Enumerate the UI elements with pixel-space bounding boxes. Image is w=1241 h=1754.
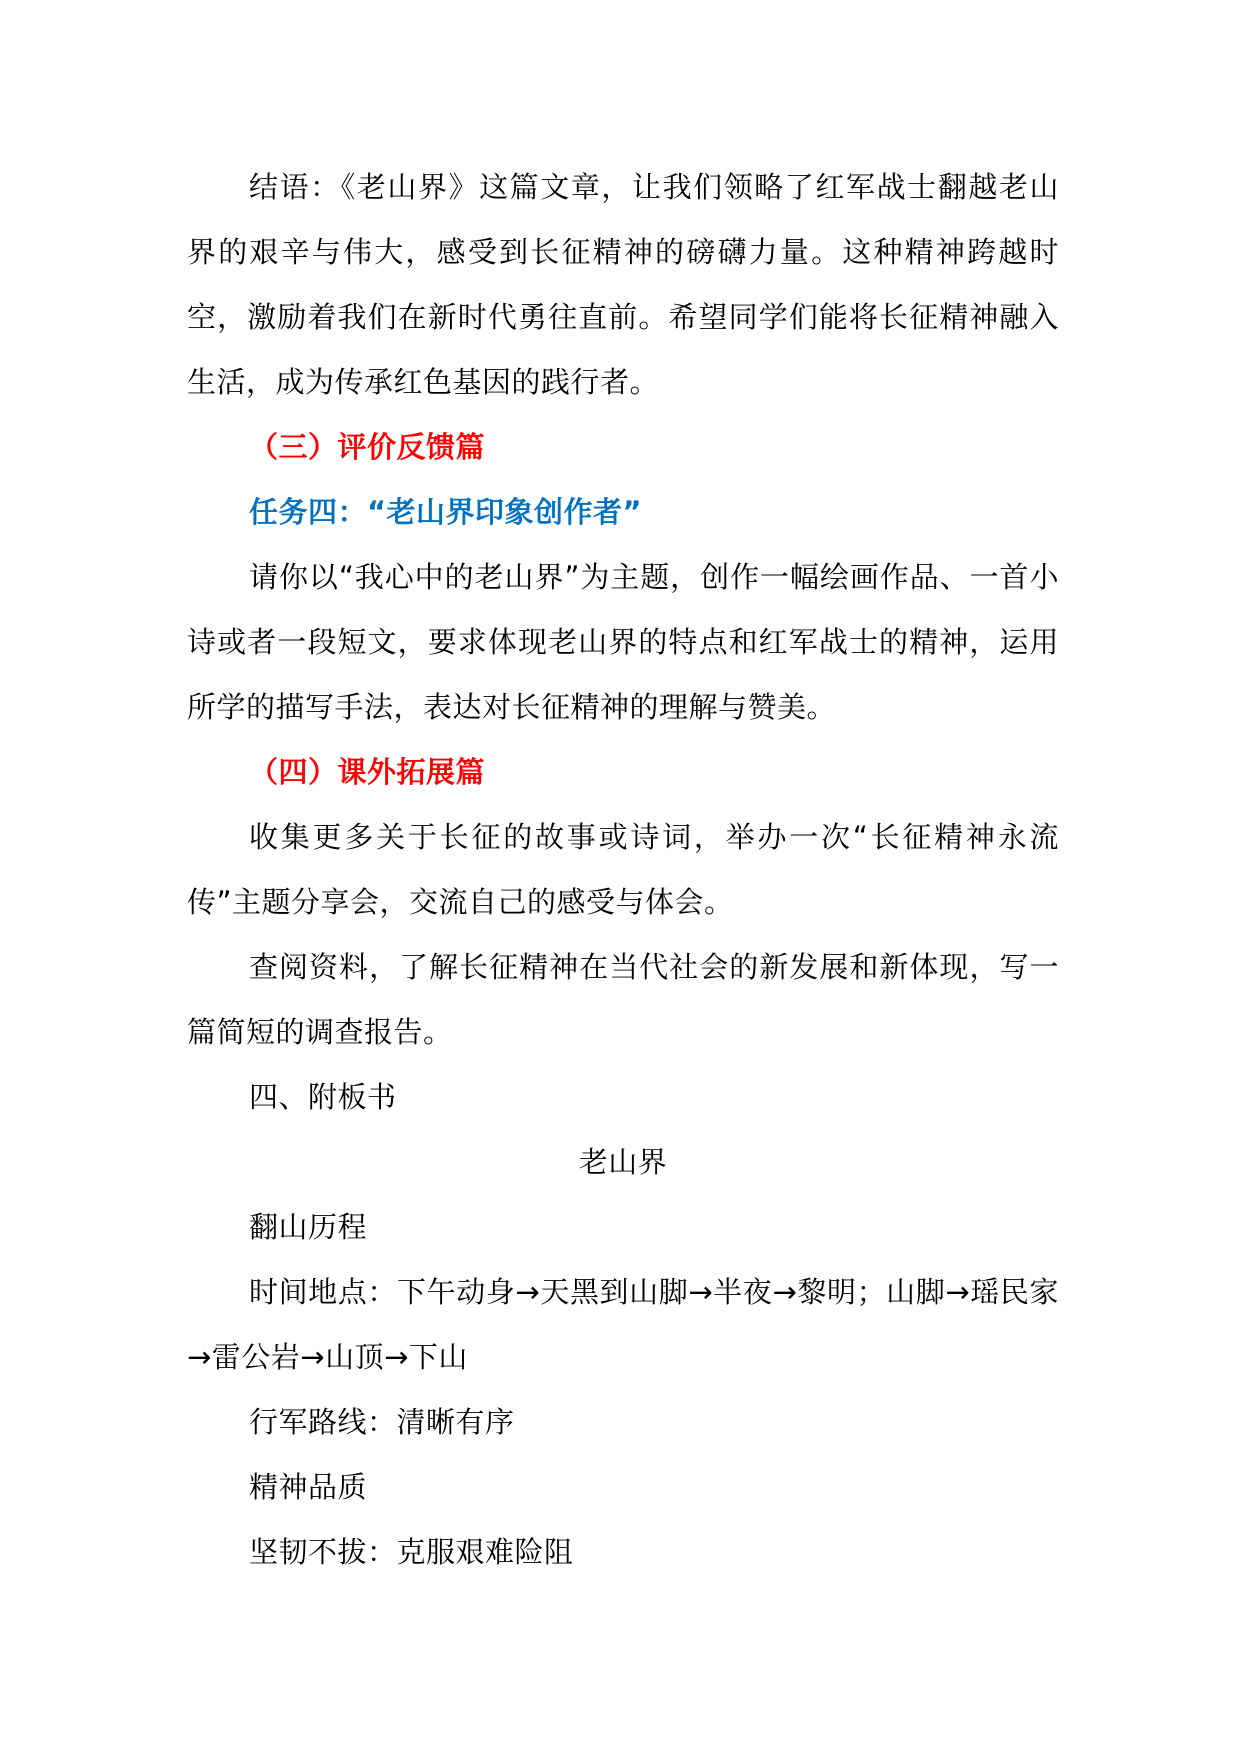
section-three-heading: （三）评价反馈篇 <box>249 430 486 464</box>
task-four-paragraph: 请你以“我心中的老山界”为主题，创作一幅绘画作品、一首小诗或者一段短文，要求体现老山界的特点和红军战士的精神，运用所学的描写手法，表达对长征精神的理解与赞美。 <box>187 560 1059 724</box>
extension-paragraph-2: 查阅资料，了解长征精神在当代社会的新发展和新体现，写一篇简短的调查报告。 <box>187 950 1059 1049</box>
section-four-heading: （四）课外拓展篇 <box>249 755 486 789</box>
board-title: 老山界 <box>578 1145 668 1179</box>
board-time-place: 时间地点：下午动身→天黑到山脚→半夜→黎明；山脚→瑶民家→雷公岩→山顶→下山 <box>187 1275 1059 1374</box>
conclusion-paragraph: 结语：《老山界》这篇文章，让我们领略了红军战士翻越老山界的艰辛与伟大，感受到长征精神的磅礴力量。这种精神跨越时空，激励着我们在新时代勇往直前。希望同学们能将长征精神融入生活，成为传承红色基因的践行者。 <box>187 170 1059 399</box>
board-route: 行军路线：清晰有序 <box>249 1405 515 1439</box>
board-part2-title: 精神品质 <box>249 1470 368 1504</box>
board-heading: 四、附板书 <box>249 1080 397 1114</box>
board-quality-1: 坚韧不拔：克服艰难险阻 <box>249 1535 574 1569</box>
document-page <box>187 155 1059 1585</box>
board-part1-title: 翻山历程 <box>249 1210 368 1244</box>
extension-paragraph-1: 收集更多关于长征的故事或诗词，举办一次“长征精神永流传”主题分享会，交流自己的感受与体会。 <box>187 820 1059 919</box>
task-four-heading: 任务四：“老山界印象创作者” <box>249 495 643 529</box>
